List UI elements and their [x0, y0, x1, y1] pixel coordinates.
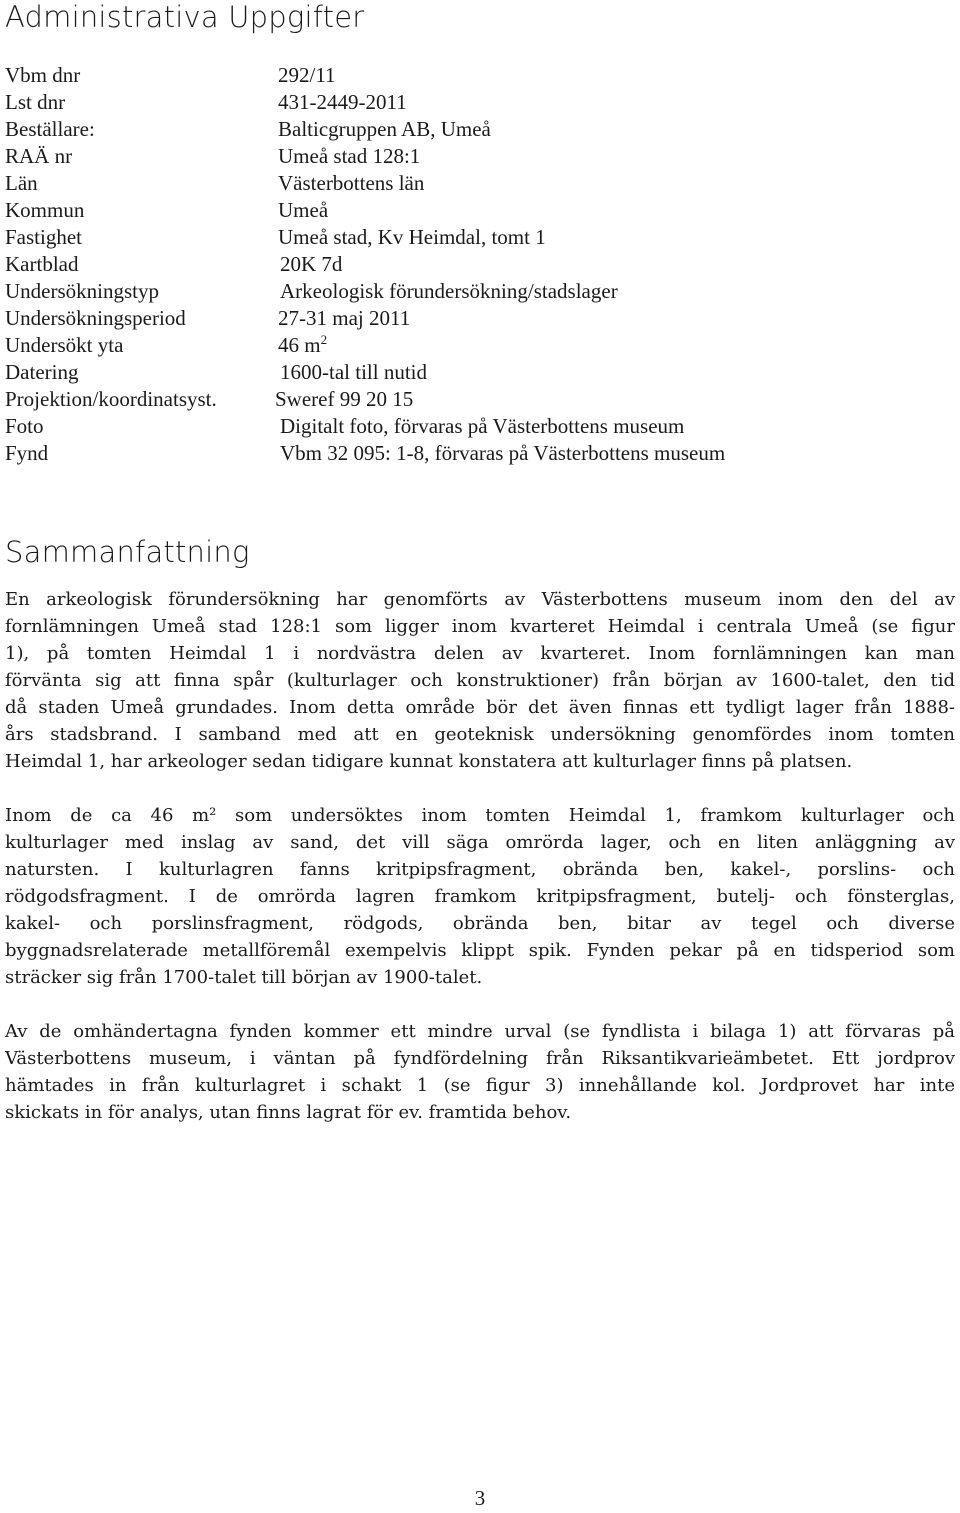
paragraph-line: En arkeologisk förundersökning har genomförts av Västerbottens museum inom den del av	[5, 589, 955, 610]
paragraph-line: sträcker sig från 1700-talet till början av 1900-talet.	[5, 967, 483, 988]
paragraph-line: Västerbottens museum, i väntan på fyndfördelning från Riksantikvarieämbetet. Ett jordprov	[5, 1048, 955, 1069]
paragraph-line: skickats in för analys, utan finns lagrat för ev. framtida behov.	[5, 1102, 572, 1123]
admin-row-foto	[5, 413, 955, 440]
admin-label: Undersökt yta	[5, 333, 124, 357]
admin-value: 27-31 maj 2011	[278, 306, 411, 330]
admin-label: Projektion/koordinatsyst.	[5, 387, 217, 411]
admin-value: Arkeologisk förundersökning/stadslager	[280, 279, 618, 303]
admin-label: Foto	[5, 414, 44, 438]
admin-value: 46 m	[278, 333, 321, 357]
admin-row-undersokt-yta	[5, 332, 955, 359]
admin-label: RAÄ nr	[5, 144, 73, 168]
admin-row-lan	[5, 170, 955, 197]
paragraph-line: kakel- och porslinsfragment, rödgods, obrända ben, bitar av tegel och diverse	[5, 913, 955, 934]
admin-row-bestallare	[5, 116, 955, 143]
admin-value: Vbm 32 095: 1-8, förvaras på Västerbottens museum	[280, 441, 726, 465]
summary-paragraph-2	[5, 802, 955, 991]
admin-label: Vbm dnr	[5, 63, 81, 87]
paragraph-line: byggnadsrelaterade metallföremål exempelvis klippt spik. Fynden pekar på en tidsperiod som	[5, 940, 955, 961]
admin-value: Balticgruppen AB, Umeå	[278, 117, 491, 141]
admin-row-kommun	[5, 197, 955, 224]
paragraph-line: års stadsbrand. I samband med att en geoteknisk undersökning genomfördes inom tomten	[5, 724, 955, 745]
admin-label: Undersökningsperiod	[5, 306, 186, 330]
paragraph-line: Inom de ca 46 m² som undersöktes inom tomten Heimdal 1, framkom kulturlager och	[5, 805, 955, 826]
superscript: 2	[320, 332, 328, 347]
admin-row-lst-dnr	[5, 89, 955, 116]
admin-label: Undersökningstyp	[5, 279, 159, 303]
paragraph-line: förvänta sig att finna spår (kulturlager och konstruktioner) från början av 1600-talet, den tid	[5, 670, 955, 691]
admin-value: 431-2449-2011	[278, 90, 407, 114]
admin-label: Fastighet	[5, 225, 82, 249]
admin-value: Digitalt foto, förvaras på Västerbottens museum	[280, 414, 685, 438]
admin-label: Lst dnr	[5, 90, 66, 114]
admin-value-wrap	[278, 332, 327, 359]
paragraph-line: då staden Umeå grundades. Inom detta område bör det även finnas ett tydligt lager från 1888-	[5, 697, 955, 718]
admin-row-vbm-dnr	[5, 62, 955, 89]
admin-value: Västerbottens län	[278, 171, 425, 195]
admin-row-undersokningstyp	[5, 278, 955, 305]
admin-info-table	[5, 62, 955, 467]
admin-label: Fynd	[5, 441, 49, 465]
admin-value: Umeå stad, Kv Heimdal, tomt 1	[278, 225, 546, 249]
admin-label: Län	[5, 171, 38, 195]
admin-value: Umeå	[278, 198, 329, 222]
admin-row-projektion	[5, 386, 955, 413]
admin-value: Sweref 99 20 15	[275, 387, 414, 411]
admin-row-datering	[5, 359, 955, 386]
paragraph-line: rödgodsfragment. I de omrörda lagren framkom kritpipsfragment, butelj- och fönsterglas,	[5, 886, 955, 907]
section-heading-administrativa-uppgifter: Administrativa Uppgifter	[5, 0, 365, 34]
admin-label: Kartblad	[5, 252, 79, 276]
admin-value: Umeå stad 128:1	[278, 144, 421, 168]
paragraph-line: Av de omhändertagna fynden kommer ett mindre urval (se fyndlista i bilaga 1) att förvaras på	[5, 1021, 955, 1042]
admin-row-fynd	[5, 440, 955, 467]
admin-row-raa-nr	[5, 143, 955, 170]
admin-row-kartblad	[5, 251, 955, 278]
admin-row-fastighet	[5, 224, 955, 251]
summary-paragraph-1	[5, 586, 955, 775]
admin-row-undersokningsperiod	[5, 305, 955, 332]
admin-label: Datering	[5, 360, 79, 384]
page-number: 3	[474, 1486, 486, 1510]
paragraph-line: natursten. I kulturlagren fanns kritpipsfragment, obrända ben, kakel-, porslins- och	[5, 859, 955, 880]
admin-value: 20K 7d	[280, 252, 343, 276]
admin-value: 1600-tal till nutid	[280, 360, 427, 384]
paragraph-line: hämtades in från kulturlagret i schakt 1 (se figur 3) innehållande kol. Jordprovet har inte	[5, 1075, 955, 1096]
paragraph-line: Heimdal 1, har arkeologer sedan tidigare kunnat konstatera att kulturlager finns på platsen.	[5, 751, 853, 772]
admin-value: 292/11	[278, 63, 336, 87]
paragraph-line: kulturlager med inslag av sand, det vill säga omrörda lager, och en liten anläggning av	[5, 832, 955, 853]
paragraph-line: 1), på tomten Heimdal 1 i nordvästra delen av kvarteret. Inom fornlämningen kan man	[5, 643, 955, 664]
admin-label: Kommun	[5, 198, 85, 222]
section-heading-sammanfattning: Sammanfattning	[5, 535, 250, 569]
admin-label: Beställare:	[5, 117, 95, 141]
paragraph-line: fornlämningen Umeå stad 128:1 som ligger inom kvarteret Heimdal i centrala Umeå (se figur	[5, 616, 955, 637]
summary-paragraph-3	[5, 1018, 955, 1126]
